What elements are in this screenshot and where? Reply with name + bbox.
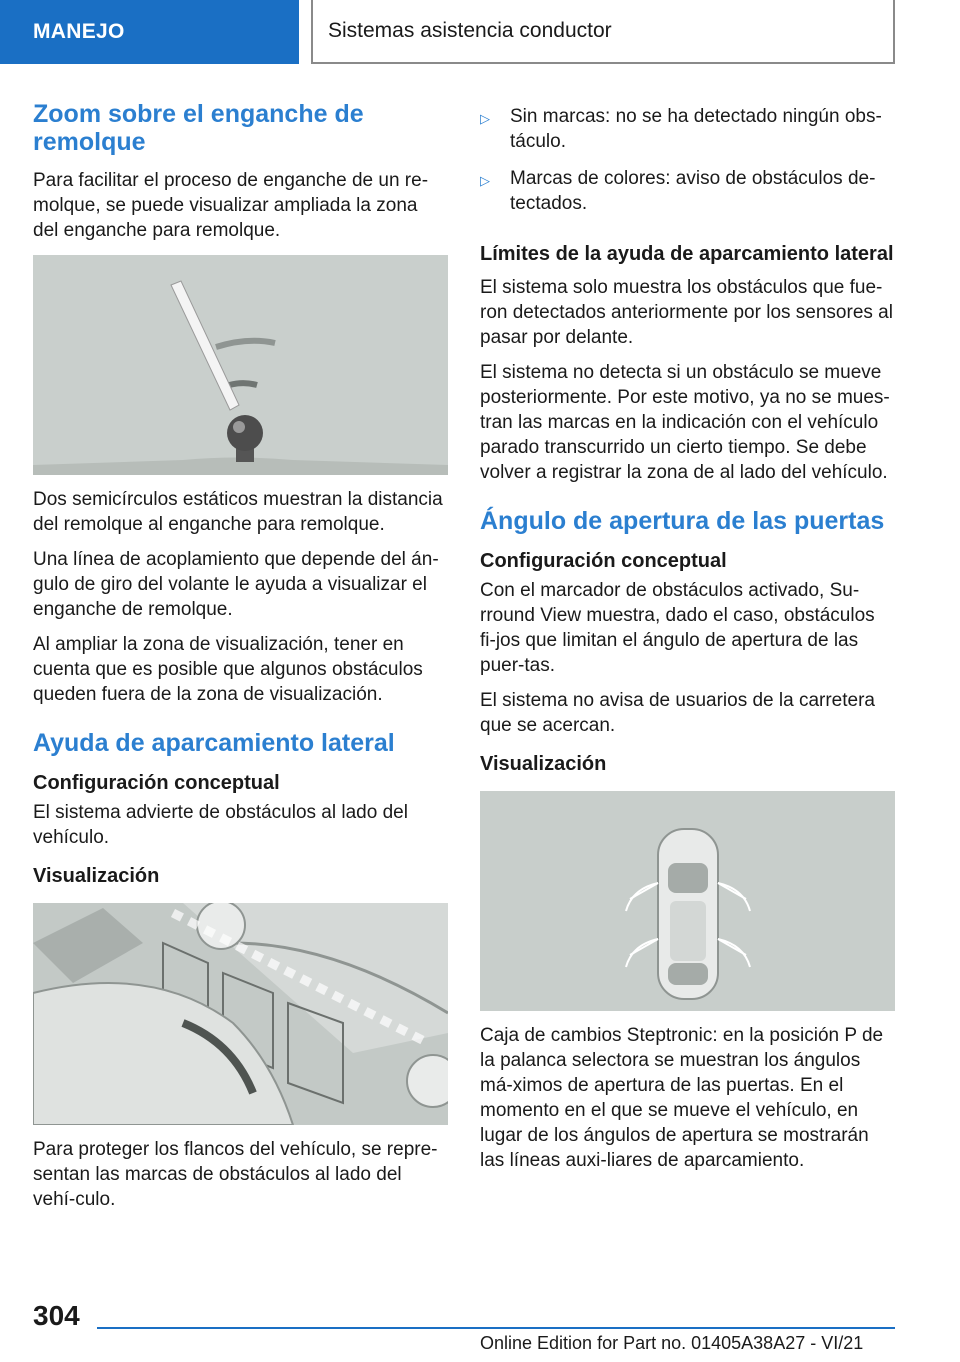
triangle-bullet-icon: ▷ <box>480 173 490 188</box>
para-marcador: Con el marcador de obstáculos activado, Su-rround View muestra, dado el caso, obstáculos fi-jos que limitan el ángulo de apertura de las puer-tas. <box>480 580 875 676</box>
heading-config: Configuración conceptual <box>33 772 280 794</box>
para-advierte: El sistema advierte de obstáculos al lado del vehículo. <box>33 802 408 848</box>
para-semicirc: Dos semicírculos estáticos muestran la distancia del remolque al enganche para remolque. <box>33 489 443 535</box>
left-column <box>33 100 448 1222</box>
para-ampliar: Al ampliar la zona de visualización, tener en cuenta que es posible que algunos obstáculos queden fuera de la zona de visualización. <box>33 634 423 705</box>
heading-limites: Límites de la ayuda de aparcamiento lateral <box>480 243 894 265</box>
para-noavisa: El sistema no avisa de usuarios de la carretera que se acercan. <box>480 690 875 736</box>
section-title: MANEJO <box>33 20 125 43</box>
side-parking-illustration <box>33 903 448 1125</box>
heading-config: Configuración conceptual <box>480 550 727 572</box>
door-angles-illustration <box>480 791 895 1011</box>
page-number: 304 <box>33 1300 80 1331</box>
para-zoom: Para facilitar el proceso de enganche de un re-molque, se puede visualizar ampliada la zona del enganche para remolque. <box>33 170 429 241</box>
figure-side-parking <box>33 903 448 1125</box>
para-linea: Una línea de acoplamiento que depende del án-gulo de giro del volante le ayuda a visualizar el enganche de remolque. <box>33 549 439 620</box>
bullet-text: Sin marcas: no se ha detectado ningún obs-táculo. <box>510 106 882 152</box>
para-solo: El sistema solo muestra los obstáculos que fue-ron detectados anteriormente por los sensores al pasar por delante. <box>480 277 893 348</box>
section-tab <box>0 0 299 64</box>
hitch-illustration <box>33 255 448 475</box>
footer-rule <box>97 1327 895 1329</box>
para-proteger: Para proteger los flancos del vehículo, se repre-sentan las marcas de obstáculos al lado del vehí-culo. <box>33 1139 438 1210</box>
para-nodetecta: El sistema no detecta si un obstáculo se mueve posteriormente. Por este motivo, ya no se mues-tran las marcas en la indicación con el vehículo parado transcurrido un cierto tiempo. Se debe volver a registrar la zona de al lado del vehículo. <box>480 362 890 483</box>
heading-visualizacion: Visualización <box>480 753 607 775</box>
heading-visualizacion: Visualización <box>33 865 160 887</box>
triangle-bullet-icon: ▷ <box>480 111 490 126</box>
chapter-header <box>311 0 895 64</box>
para-caja: Caja de cambios Steptronic: en la posición P de la palanca selectora se muestran los ángulos má-ximos de apertura de las puertas. En el momento en el que se mueve el vehículo, en lugar de los ángulos de apertura se mostrarán las líneas auxi-liares de aparcamiento. <box>480 1025 884 1171</box>
heading-ayuda-lateral: Ayuda de aparcamiento lateral <box>33 729 395 757</box>
figure-door-angles <box>480 791 895 1011</box>
bullet-sin-marcas <box>480 104 895 154</box>
edition-text: Online Edition for Part no. 01405A38A27 - VI/21 <box>480 1333 864 1353</box>
bullet-marcas-colores <box>480 166 895 216</box>
chapter-title: Sistemas asistencia conductor <box>328 19 612 42</box>
figure-hitch-zoom <box>33 255 448 475</box>
right-column <box>480 104 895 1183</box>
heading-zoom: Zoom sobre el enganche de remolque <box>33 100 364 156</box>
bullet-text: Marcas de colores: aviso de obstáculos de-tectados. <box>510 168 876 214</box>
heading-angulo: Ángulo de apertura de las puertas <box>480 507 885 535</box>
